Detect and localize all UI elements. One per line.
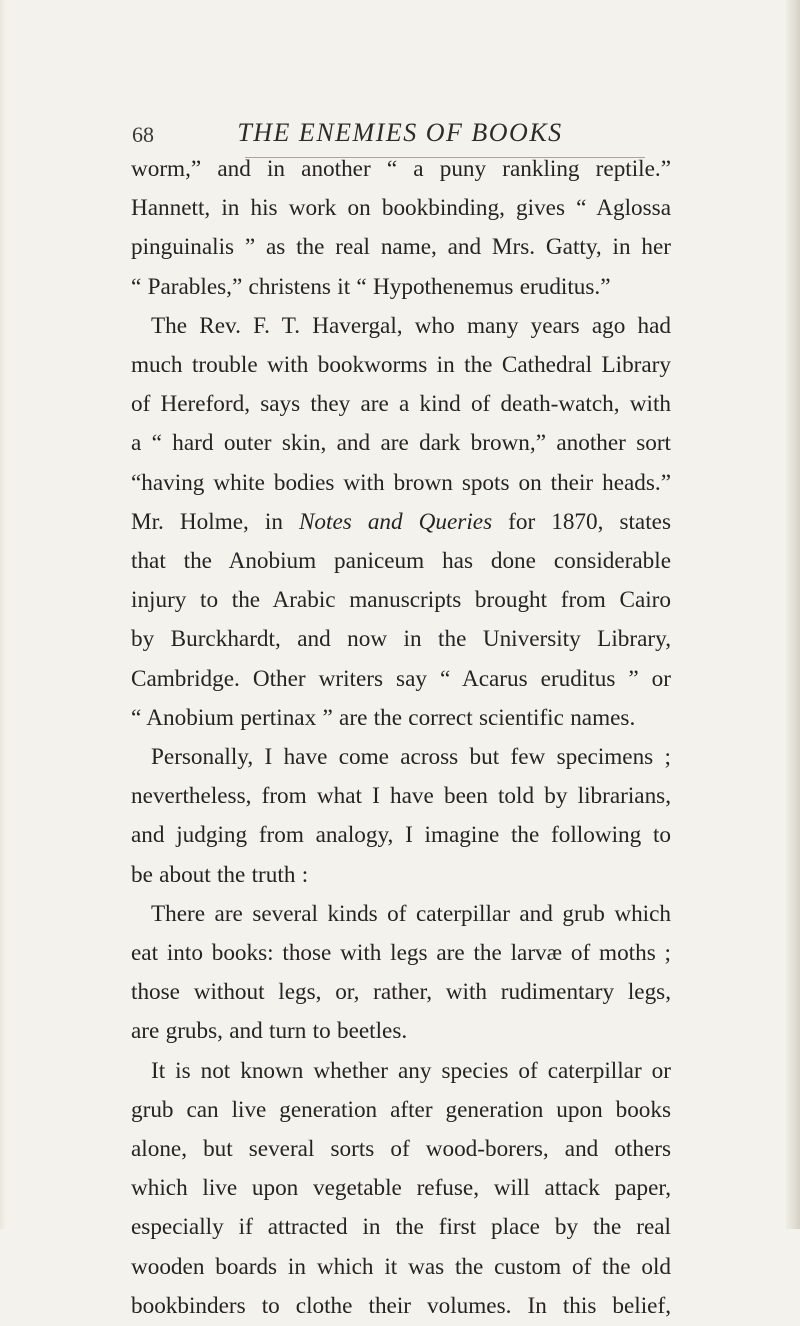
text-line-suffix: for 1870, states	[492, 508, 671, 535]
text-line: injury to the Arabic manuscripts brought from Cairo	[131, 587, 671, 614]
text-line: The Rev. F. T. Havergal, who many years ago had	[151, 312, 671, 339]
text-line: be about the truth :	[131, 861, 309, 888]
text-line: which live upon vegetable refuse, will attack paper,	[131, 1175, 671, 1202]
text-line: bookbinders to clothe their volumes. In this belief,	[131, 1292, 671, 1319]
text-line: “ Parables,” christens it “ Hypothenemus eruditus.”	[131, 273, 611, 300]
text-line: especially if attracted in the first place by the real	[131, 1214, 671, 1241]
text-line: wooden boards in which it was the custom of the old	[131, 1253, 671, 1280]
text-line: much trouble with bookworms in the Cathedral Library	[131, 352, 671, 379]
text-line: by Burckhardt, and now in the University Library,	[131, 626, 671, 653]
text-line: eat into books: those with legs are the larvæ of moths ;	[131, 940, 671, 967]
body-text	[131, 150, 671, 1326]
text-line: “having white bodies with brown spots on their heads.”	[131, 469, 671, 496]
text-line-prefix: Mr. Holme, in	[131, 508, 299, 535]
text-line: pinguinalis ” as the real name, and Mrs. Gatty, in her	[131, 234, 671, 261]
text-line: those without legs, or, rather, with rudimentary legs,	[131, 979, 671, 1006]
text-line: “ Anobium pertinax ” are the correct scientific names.	[131, 704, 636, 731]
notes-and-queries-title: Notes and Queries	[298, 508, 493, 535]
text-line: grub can live generation after generation upon books	[131, 1096, 671, 1123]
text-line: Personally, I have come across but few specimens ;	[151, 744, 671, 771]
running-title: THE ENEMIES OF BOOKS	[237, 118, 563, 147]
text-line: Hannett, in his work on bookbinding, gives “ Aglossa	[131, 195, 671, 222]
text-line: worm,” and in another “ a puny rankling reptile.”	[131, 156, 671, 182]
page-edge-right	[786, 0, 800, 1229]
text-line: It is not known whether any species of caterpillar or	[151, 1057, 671, 1084]
text-line: of Hereford, says they are a kind of death-watch, with	[131, 391, 671, 418]
text-line: are grubs, and turn to beetles.	[131, 1018, 408, 1045]
text-line: There are several kinds of caterpillar and grub which	[151, 900, 671, 927]
page-edge-left	[0, 0, 6, 1229]
text-line: and judging from analogy, I imagine the following to	[131, 822, 671, 849]
text-line: nevertheless, from what I have been told by librarians,	[131, 783, 671, 810]
text-line: that the Anobium paniceum has done considerable	[131, 548, 671, 575]
text-line-notes	[131, 503, 671, 542]
text-line: Cambridge. Other writers say “ Acarus eruditus ” or	[131, 665, 671, 692]
text-line: alone, but several sorts of wood-borers, and others	[131, 1136, 671, 1163]
text-line: a “ hard outer skin, and are dark brown,” another sort	[131, 430, 671, 457]
page-number: 68	[132, 122, 154, 147]
